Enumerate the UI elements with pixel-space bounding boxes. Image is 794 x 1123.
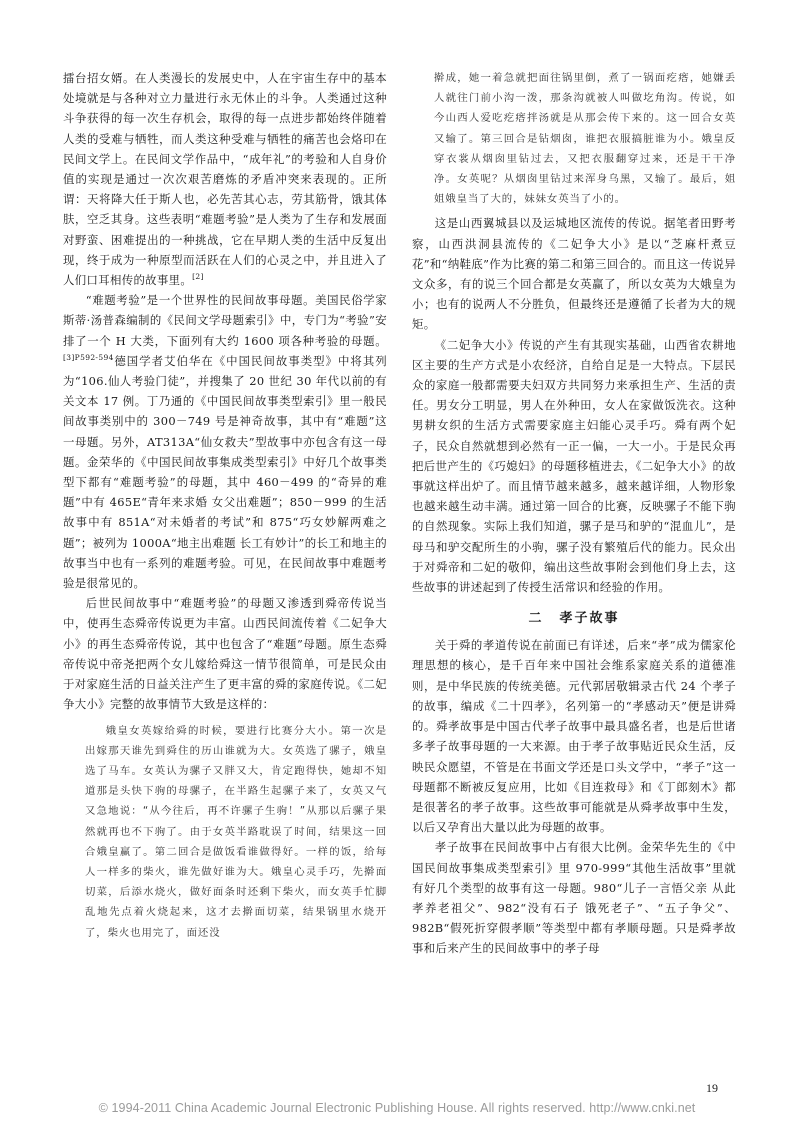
section-title: 孝子故事 (559, 611, 620, 627)
paragraph: 后世民间故事中“难题考验”的母题又渗透到舜帝传说当中，使再生态舜帝传说更为丰富。山西民间流传着《二妃争大小》的再生态舜帝传说，其中也包含了“难题”母题。原生态舜帝传说中帝尧把两个女儿嫁给舜这一情节很简单，可是民众由于对家庭生活的日益关注产生了更丰富的舜的家庭传说。《二妃争大小》完整的故事情节大致是这样的： (63, 596, 387, 712)
page-number: 19 (706, 1081, 718, 1095)
paragraph (63, 290, 387, 593)
block-quote: 擀成，她一着急就把面往锅里倒，煮了一锅面疙瘩，她嫌丢人就往门前小沟一泼，那条沟就被人叫做圪角沟。传说，如今山西人爱吃疙瘩拌汤就是从那会传下来的。这一回合女英又输了。第三回合是钻烟囱，谁把衣服搞脏谁为小。娥皇反穿衣裳从烟囱里钻过去，又把衣服翻穿过来，还是干干净净。女英呢？从烟囱里钻过来浑身乌黑，又输了。最后，姐姐娥皇当了大的，妹妹女英当了小的。 (434, 72, 736, 206)
paragraph: 关于舜的孝道传说在前面已有详述，后来“孝”成为儒家伦理思想的核心，是千百年来中国社会维系家庭关系的道德准则，是中华民族的传统美德。元代郭居敬辑录古代 24 个孝子的故事，编成《二十四孝》，名列第一的“孝感动天”便是讲舜的。舜孝故事是中国古代孝子故事中最具盛名者，也是后世诸多孝子故事母题的一大来源。由于孝子故事贴近民众生活，反映民众愿望，不管是在书面文学还是口头文学中，“孝子”这一母题都不断被反复应用，比如《目连救母》和《丁郎刻木》都是很著名的孝子故事。这些故事可能就是从舜孝故事中生发，以后又孕育出大量以此为母题的故事。 (412, 638, 736, 835)
paragraph-text: 擂台招女婿。在人类漫长的发展史中，人在宇宙生存中的基本处境就是与各种对立力量进行永无休止的斗争。人类通过这种斗争获得的每一次生存机会，取得的每一点进步都始终伴随着人类的受难与牺牲，而人类这种受难与牺牲的痛苦也会烙印在民间文学上。在民间文学作品中，“成年礼”的考验和人自身价值的实现是通过一次次艰苦磨炼的矛盾冲突来表现的。正所谓：天将降大任于斯人也，必先苦其心志，劳其筋骨，饿其体肤，空乏其身。这些表明“难题考验”是人类为了生存和发展面对野蛮、困难提出的一种挑战，它在早期人类的生活中反复出现，终于成为一种原型而活跃在人们的心灵之中，并且进入了人们口耳相传的故事里。 (63, 71, 387, 288)
section-number: 二 (528, 611, 544, 627)
citation-ref: [3]P592-594 (63, 353, 114, 363)
paragraph: 孝子故事在民间故事中占有很大比例。金荣华先生的《中国民间故事集成类型索引》里 970-999“其他生活故事”里就有好几个类型的故事有这一母题。980“儿子一言悟父亲 从此孝养老祖父”、982“没有石子 饿死老子”、“五子争父”、982B“假死折穿假孝顺”等类型中都有孝顺母题。只是舜孝故事和后来产生的民间故事中的孝子母 (412, 840, 736, 956)
block-quote: 娥皇女英嫁给舜的时候，要进行比赛分大小。第一次是出嫁那天谁先到舜住的历山谁就为大。女英选了骡子，娥皇选了马车。女英认为骡子又胖又大，肯定跑得快，她却不知道那是头快下驹的母骡子，在半路生起骡子来了，女英又气又急地说：“从今往后，再不许骡子生驹！”从那以后骡子果然就再也不下驹了。由于女英半路耽误了时间，结果这一回合娥皇赢了。第二回合是做饭看谁做得好。一样的饭，给每人一样多的柴火，谁先做好谁为大。娥皇心灵手巧，先擀面切菜，后添水烧火，做好面条时还剩下柴火，而女英手忙脚乱地先点着火烧起来，这才去擀面切菜，结果锅里水烧开了，柴火也用完了，面还没 (85, 724, 387, 939)
paragraph: 这是山西翼城县以及运城地区流传的传说。据笔者田野考察，山西洪洞县流传的《二妃争大小》是以“芝麻杆煮豆花”和“纳鞋底”作为比赛的第二和第三回合的。而且这一传说异文众多，有的说三个回合都是女英赢了，所以女英为大娥皇为小；也有的说两人不分胜负，但最终还是遵循了长者为大的规矩。 (412, 216, 736, 332)
left-column (63, 68, 387, 943)
paragraph (63, 68, 387, 290)
paragraph-text: “难题考验”是一个世界性的民间故事母题。美国民俗学家斯蒂·汤普森编制的《民间文学母题索引》中，专门为“考验”安排了一个 H 大类，下面列有大约 1600 项各种考验的母题。 (63, 293, 387, 348)
section-heading (412, 607, 736, 631)
paragraph-text: 德国学者艾伯华在《中国民间故事类型》中将其列为“106.仙人考验门徒”，并搜集了 20 世纪 30 年代以前的有关文本 17 例。丁乃通的《中国民间故事类型索引》里一般民间故事类别中的 300－749 号是神奇故事，其中有“难题”这一母题。另外，AT313A“仙女救夫”型故事中亦包含有这一母题。金荣华的《中国民间故事集成类型索引》中好几个故事类型下都有“难题考验”的母题，其中 460－499 的“奇异的难题”中有 465E“青年来求婚 女父出难题”；850－999 的生活故事中有 851A“对未婚者的考试”和 875“巧女妙解两难之题”；被列为 1000A“地主出难题 长工有妙计”的长工和地主的故事当中也有一系列的难题考验。可见，在民间故事中难题考验是很常见的。 (63, 353, 387, 591)
copyright-footer: © 1994-2011 China Academic Journal Electronic Publishing House. All rights reserved. http://www.cnki.net (98, 1101, 696, 1115)
citation-ref: [2] (192, 272, 204, 282)
right-column (412, 68, 736, 959)
paragraph: 《二妃争大小》传说的产生有其现实基础，山西省农耕地区主要的生产方式是小农经济，自给自足是一大特点。下层民众的家庭一般都需要夫妇双方共同努力来承担生产、生活的责任。男女分工明显，男人在外种田，女人在家做饭洗衣。这种男耕女织的生活方式需要家庭主妇能心灵手巧。舜有两个妃子，民众自然就想到必然有一正一偏，一大一小。于是民众再把后世产生的《巧媳妇》的母题移植进去，《二妃争大小》的故事就这样出炉了。而且情节越来越多，越来越详细，人物形象也越来越生动丰满。通过第一回合的比赛，反映骡子不能下驹的自然现象。实际上我们知道，骡子是马和驴的“混血儿”，是母马和驴交配所生的小驹，骡子没有繁殖后代的能力。民众出于对舜帝和二妃的敬仰，编出这些故事附会到他们身上去，这些故事的讲述起到了传授生活常识和经验的作用。 (412, 337, 736, 595)
